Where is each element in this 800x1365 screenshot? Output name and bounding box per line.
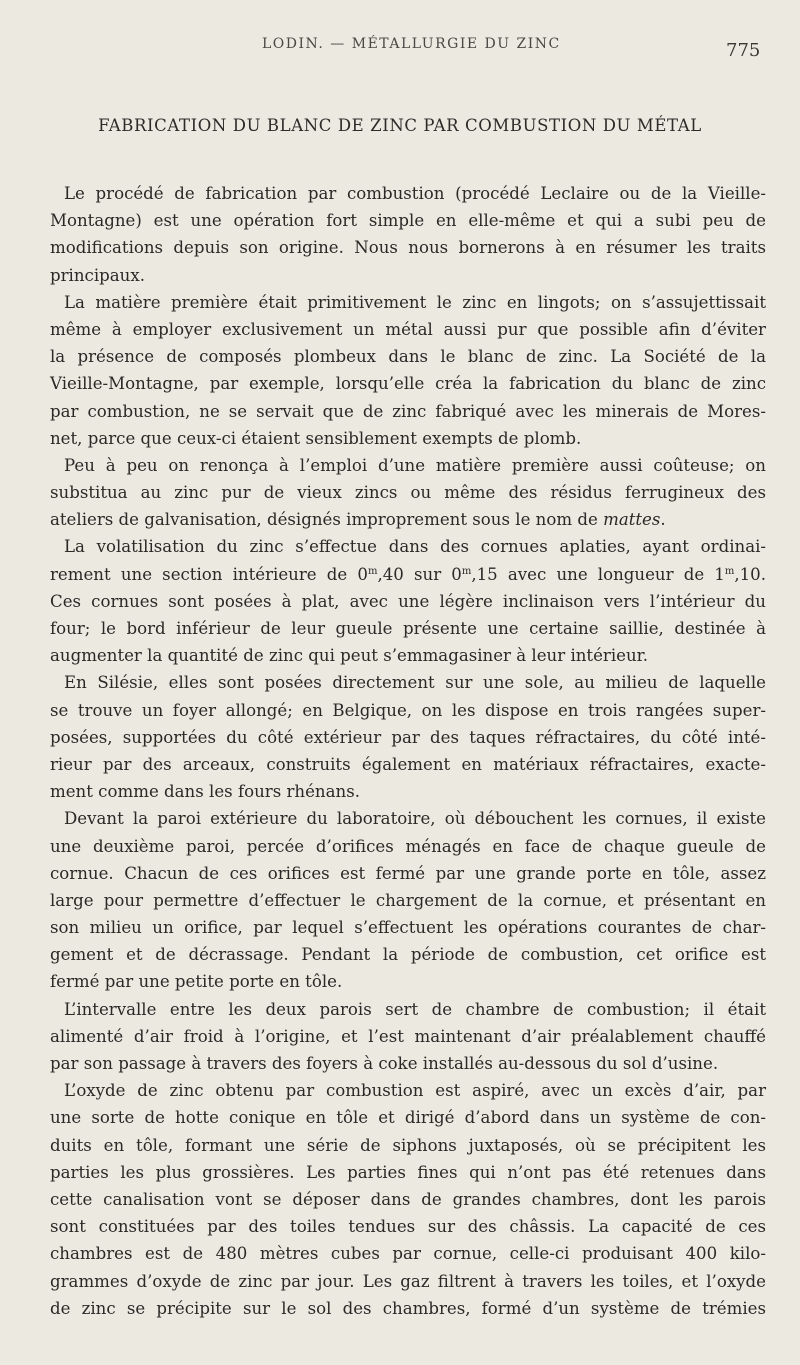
text-line: sont constituées par des toiles tendues sur des châssis. La capacité de ces	[50, 1217, 766, 1237]
text-line: Devant la paroi extérieure du laboratoire, où débouchent les cornues, il existe	[64, 809, 766, 829]
text-line: chambres est de 480 mètres cubes par cornue, celle-ci produisant 400 kilo-	[50, 1244, 766, 1264]
text-line: parties les plus grossières. Les parties fines qui n’ont pas été retenues dans	[50, 1162, 766, 1182]
body-text	[50, 180, 766, 1322]
text-line: L’intervalle entre les deux parois sert de chambre de combustion; il était	[64, 999, 766, 1019]
text-line: En Silésie, elles sont posées directement sur une sole, au milieu de laquelle	[64, 673, 766, 693]
text-line: four; le bord inférieur de leur gueule présente une certaine saillie, destinée à	[50, 619, 766, 638]
text-line: duits en tôle, formant une série de siphons juxtaposés, où se précipitent les	[50, 1135, 766, 1155]
dimension-value: 0	[357, 564, 368, 584]
text-line: son milieu un orifice, par lequel s’effectuent les opérations courantes de char-	[50, 918, 766, 938]
text-line: grammes d’oxyde de zinc par jour. Les gaz filtrent à travers les toiles, et l’oxyde	[50, 1271, 766, 1291]
text-line: par combustion, ne se servait que de zinc fabriqué avec les minerais de Mores-	[50, 401, 766, 421]
text-line: Le procédé de fabrication par combustion (procédé Leclaire ou de la Vieille-	[64, 184, 766, 203]
text-line: une sorte de hotte conique en tôle et dirigé d’abord dans un système de con-	[50, 1108, 766, 1128]
page-number: 775	[726, 40, 761, 61]
text-line: net, parce que ceux-ci étaient sensiblement exempts de plomb.	[50, 428, 582, 448]
text-line: par son passage à travers des foyers à coke installés au-dessous du sol d’usine.	[50, 1054, 719, 1073]
text-line: fermé par une petite porte en tôle.	[50, 972, 343, 992]
text-line	[50, 506, 766, 533]
text-line: la présence de composés plombeux dans le blanc de zinc. La Société de la	[50, 347, 766, 367]
text-line: Vieille-Montagne, par exemple, lorsqu’elle créa la fabrication du blanc de zinc	[50, 374, 766, 394]
text-segment: rement une section intérieure de	[50, 564, 358, 584]
text-line: Ces cornues sont posées à plat, avec une légère inclinaison vers l’intérieur du	[50, 591, 766, 611]
italic-term: mattes	[603, 510, 661, 530]
text-line	[50, 561, 766, 588]
running-title: LODIN. — MÉTALLURGIE DU ZINC	[262, 36, 561, 52]
text-line: La volatilisation du zinc s’effectue dans des cornues aplaties, ayant ordinai-	[64, 537, 766, 557]
text-line: gement et de décrassage. Pendant la période de combustion, cet orifice est	[50, 945, 766, 965]
unit-superscript: m	[461, 565, 472, 577]
text-line: de zinc se précipite sur le sol des chambres, formé d’un système de trémies	[50, 1298, 766, 1318]
dimension-value: ,15 avec une longueur de 1	[471, 564, 725, 584]
text-line: large pour permettre d’effectuer le chargement de la cornue, et présentant en	[50, 890, 766, 910]
text-line: rieur par des arceaux, construits également en matériaux réfractaires, exacte-	[50, 754, 766, 774]
text-line: même à employer exclusivement un métal aussi pur que possible afin d’éviter	[50, 319, 766, 339]
text-line: substitua au zinc pur de vieux zincs ou même des résidus ferrugineux des	[50, 483, 766, 503]
unit-superscript: m	[724, 565, 735, 577]
text-line: posées, supportées du côté extérieur par des taques réfractaires, du côté inté-	[50, 727, 766, 747]
text-segment: ateliers de galvanisation, désignés improprement sous le nom de	[50, 510, 604, 530]
text-line: principaux.	[50, 265, 145, 285]
text-line: ment comme dans les fours rhénans.	[50, 782, 360, 802]
text-line: Peu à peu on renonça à l’emploi d’une matière première aussi coûteuse; on	[64, 455, 766, 475]
text-line: Montagne) est une opération fort simple en elle-même et qui a subi peu de	[50, 211, 766, 231]
text-line: augmenter la quantité de zinc qui peut s’emmagasiner à leur intérieur.	[50, 646, 649, 666]
dimension-value: ,10.	[734, 564, 767, 584]
text-line: une deuxième paroi, percée d’orifices ménagés en face de chaque gueule de	[50, 836, 766, 856]
text-line: modifications depuis son origine. Nous nous bornerons à en résumer les traits	[50, 238, 766, 258]
unit-superscript: m	[367, 565, 378, 577]
running-header	[0, 36, 800, 66]
text-line: La matière première était primitivement le zinc en lingots; on s’assujettissait	[64, 292, 766, 312]
text-line: cornue. Chacun de ces orifices est fermé par une grande porte en tôle, assez	[50, 863, 766, 883]
section-title: FABRICATION DU BLANC DE ZINC PAR COMBUSTION DU MÉTAL	[98, 116, 702, 135]
dimension-value: ,40 sur 0	[377, 564, 462, 584]
text-segment: .	[660, 510, 666, 530]
text-line: alimenté d’air froid à l’origine, et l’est maintenant d’air préalablement chauffé	[50, 1026, 766, 1046]
text-line: se trouve un foyer allongé; en Belgique, on les dispose en trois rangées super-	[50, 700, 766, 720]
text-line: cette canalisation vont se déposer dans de grandes chambres, dont les parois	[50, 1189, 766, 1209]
text-line: L’oxyde de zinc obtenu par combustion est aspiré, avec un excès d’air, par	[64, 1081, 766, 1101]
